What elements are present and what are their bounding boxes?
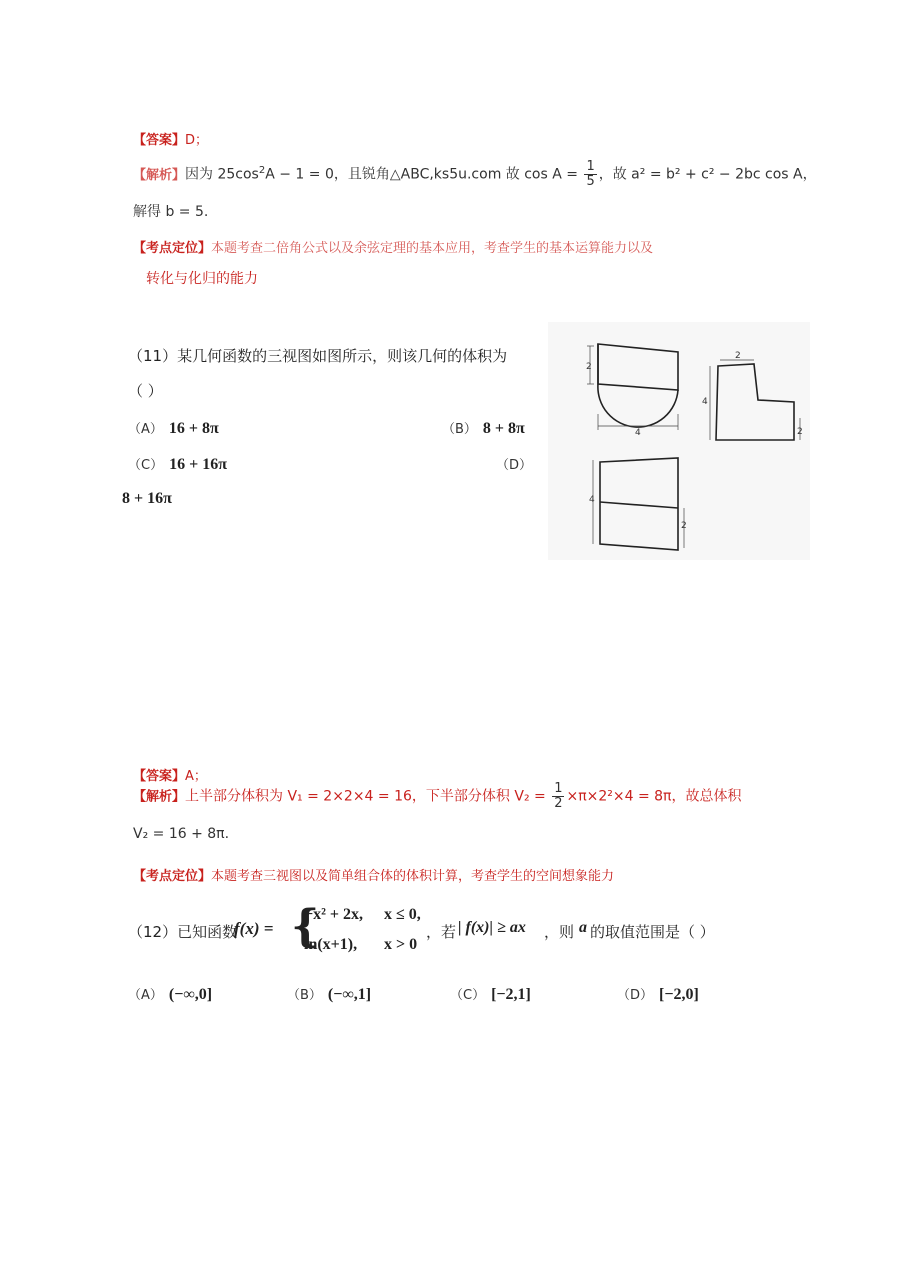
point-line-1 bbox=[133, 237, 653, 256]
q11-stem: （11）某几何函数的三视图如图所示，则该几何的体积为 bbox=[128, 347, 508, 365]
q12-case1-expr: −x² + 2x, bbox=[304, 906, 364, 923]
analysis-line-1: 【解析】因为 $25\cos^2A - 1 = 0$，且锐角△ABC,ks5u.com 故 cos A = $\frac{1}{5}$ ，故 a² = b² + c² − 2bc cos A， bbox=[133, 159, 817, 189]
analysis-line-1c: ，故 a² = b² + c² − 2bc cos A， bbox=[598, 166, 817, 183]
answer-tag-2: 【答案】 bbox=[133, 769, 186, 784]
point-line-2: 转化与化归的能力 bbox=[146, 271, 258, 287]
fraction-one-fifth: $\frac{1}{5}$ bbox=[586, 159, 595, 189]
point-tag: 【考点定位】 bbox=[133, 241, 212, 256]
answer-line-1 bbox=[133, 129, 208, 148]
q12-stem-c: ，则 bbox=[544, 923, 575, 941]
answer-value: D； bbox=[185, 133, 209, 148]
q12-case2-expr: ln(x+1), bbox=[304, 936, 358, 953]
front-width-label: 4 bbox=[635, 428, 641, 438]
side-top-label: 2 bbox=[735, 351, 741, 361]
q12-brace: { bbox=[291, 901, 320, 952]
q11-option-d-label: （D） bbox=[496, 458, 533, 473]
q12-case2-cond: x > 0 bbox=[384, 936, 418, 953]
q12-inequality: | f(x)| ≥ ax bbox=[458, 919, 526, 936]
answer-tag: 【答案】 bbox=[133, 133, 186, 148]
analysis-line-2: 解得 b = 5. bbox=[133, 204, 209, 220]
q12-stem-d: 的取值范围是（ ） bbox=[590, 923, 715, 941]
top-height-label: 4 bbox=[589, 495, 595, 505]
top-half-label: 2 bbox=[681, 521, 687, 531]
q12-option-c: （C） [−2,1] bbox=[450, 986, 531, 1003]
analysis2-line-1 bbox=[133, 782, 741, 811]
q12-option-d: （D） [−2,0] bbox=[617, 986, 699, 1003]
q12-option-b: （B） (−∞,1] bbox=[287, 986, 372, 1003]
q12-stem-a: （12）已知函数 bbox=[128, 923, 238, 941]
q11-option-c: （C） 16 + 16π bbox=[128, 456, 227, 473]
analysis-line-1a: 因为 25cos bbox=[185, 166, 259, 183]
point2-tag: 【考点定位】 bbox=[133, 869, 212, 884]
analysis-line-1b: A − 1 = 0，且锐角△ABC,ks5u.com 故 cos A = bbox=[265, 166, 583, 183]
q12-fx: f(x) = bbox=[234, 919, 274, 938]
q12-option-a: （A） (−∞,0] bbox=[128, 986, 213, 1003]
fraction-one-half: $\frac{1}{2}$ bbox=[554, 781, 563, 811]
q11-option-a: （A） 16 + 8π bbox=[128, 420, 219, 437]
analysis-tag: 【解析】 bbox=[133, 167, 186, 183]
q12-case1-cond: x ≤ 0, bbox=[384, 906, 421, 923]
side-height-label: 4 bbox=[702, 397, 708, 407]
q12-stem-b: ，若 bbox=[426, 923, 457, 941]
analysis2-tag: 【解析】 bbox=[133, 789, 186, 805]
point-text-1: 本题考查二倍角公式以及余弦定理的基本应用，考查学生的基本运算能力以及 bbox=[211, 241, 654, 256]
point2-text: 本题考查三视图以及简单组合体的体积计算，考查学生的空间想象能力 bbox=[211, 869, 615, 884]
analysis2-text-b: ×π×2²×4 = 8π，故总体积 bbox=[566, 788, 742, 805]
three-view-figure bbox=[548, 322, 810, 560]
analysis2-line-2: V₂ = 16 + 8π. bbox=[133, 826, 230, 842]
q11-option-b: （B） 8 + 8π bbox=[442, 420, 525, 437]
answer-value-2: A； bbox=[185, 769, 207, 784]
q12-var-a: a bbox=[579, 919, 587, 936]
q11-paren: （ ） bbox=[128, 382, 163, 400]
point2-line bbox=[133, 865, 614, 884]
side-step-label: 2 bbox=[797, 427, 803, 437]
analysis2-text-a: 上半部分体积为 V₁ = 2×2×4 = 16，下半部分体积 V₂ = bbox=[185, 788, 551, 805]
front-height-label: 2 bbox=[586, 362, 592, 372]
q11-option-d-value: 8 + 16π bbox=[122, 490, 172, 507]
